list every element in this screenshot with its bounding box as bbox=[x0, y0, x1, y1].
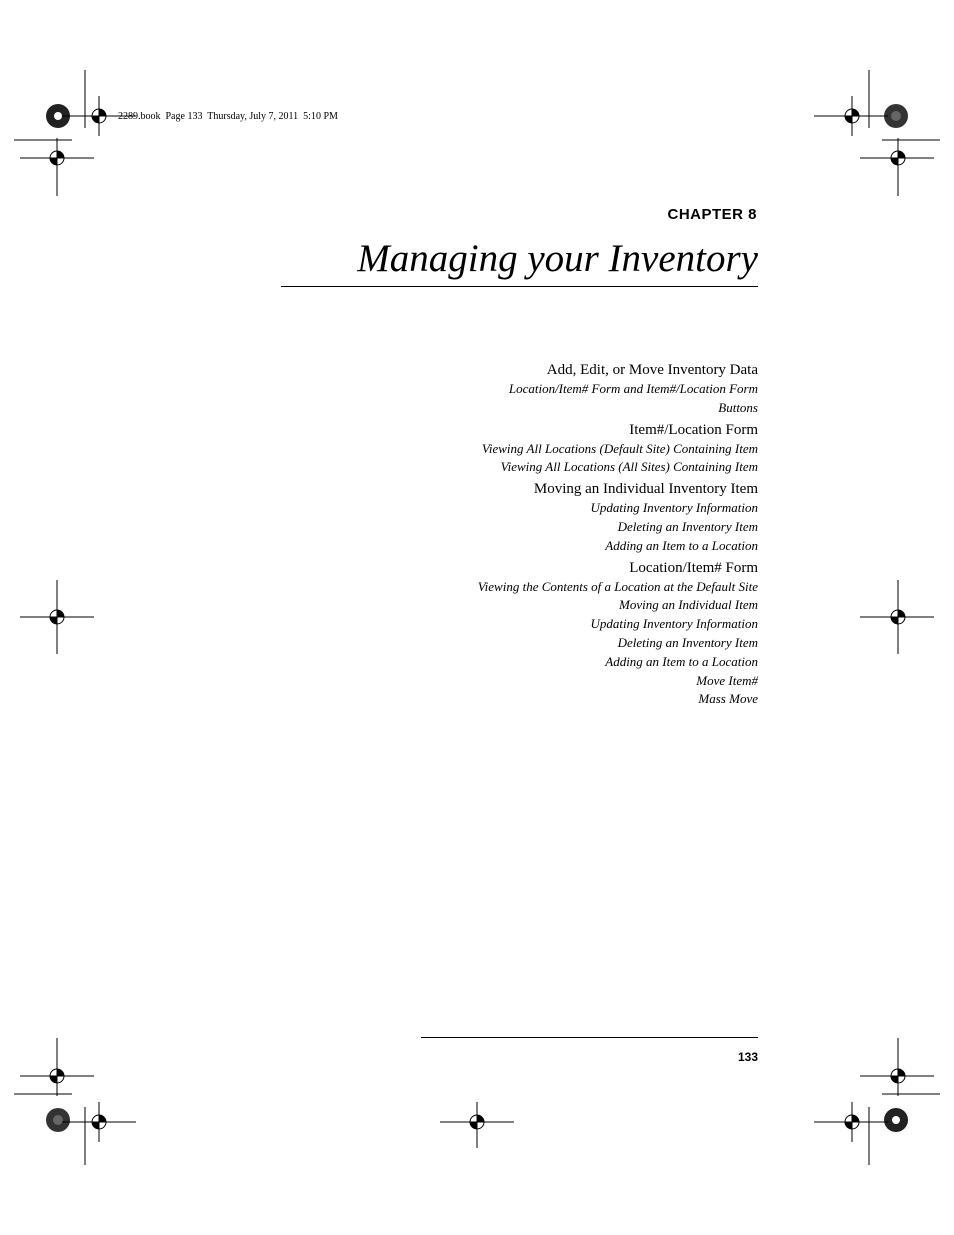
toc-subitem: Updating Inventory Information bbox=[590, 500, 758, 516]
toc-heading: Item#/Location Form bbox=[629, 421, 758, 438]
toc-subitem: Viewing All Locations (All Sites) Containing Item bbox=[500, 459, 758, 475]
title-rule bbox=[281, 286, 758, 287]
toc-subitem: Deleting an Inventory Item bbox=[617, 518, 758, 534]
print-slug-line: 2289.book Page 133 Thursday, July 7, 2011 5:10 PM bbox=[118, 111, 338, 122]
toc-subitem: Viewing All Locations (Default Site) Containing Item bbox=[481, 440, 758, 456]
chapter-title: Managing your Inventory bbox=[357, 237, 758, 280]
toc-subitem: Move Item# bbox=[696, 672, 758, 688]
toc-subitem: Mass Move bbox=[698, 691, 758, 707]
toc-section bbox=[428, 558, 758, 710]
toc-subitem: Adding an Item to a Location bbox=[605, 537, 758, 553]
toc-heading: Add, Edit, or Move Inventory Data bbox=[546, 362, 758, 378]
toc-heading: Moving an Individual Inventory Item bbox=[533, 481, 758, 498]
toc-subitem: Moving an Individual Item bbox=[619, 597, 758, 613]
toc-section bbox=[428, 420, 758, 478]
footer-rule bbox=[421, 1037, 758, 1038]
toc-subitem: Deleting an Inventory Item bbox=[617, 634, 758, 650]
toc-subitem: Adding an Item to a Location bbox=[605, 653, 758, 669]
toc-subitem: Viewing the Contents of a Location at the Default Site bbox=[477, 578, 758, 594]
toc-section bbox=[428, 360, 758, 418]
page-number: 133 bbox=[737, 1050, 758, 1064]
chapter-label: CHAPTER 8 bbox=[667, 206, 757, 223]
chapter-contents bbox=[428, 360, 758, 711]
toc-heading: Location/Item# Form bbox=[629, 559, 758, 576]
toc-subitem: Buttons bbox=[718, 399, 758, 415]
toc-section bbox=[428, 479, 758, 555]
toc-subitem: Updating Inventory Information bbox=[590, 616, 758, 632]
toc-subitem: Location/Item# Form and Item#/Location Form bbox=[508, 381, 758, 396]
